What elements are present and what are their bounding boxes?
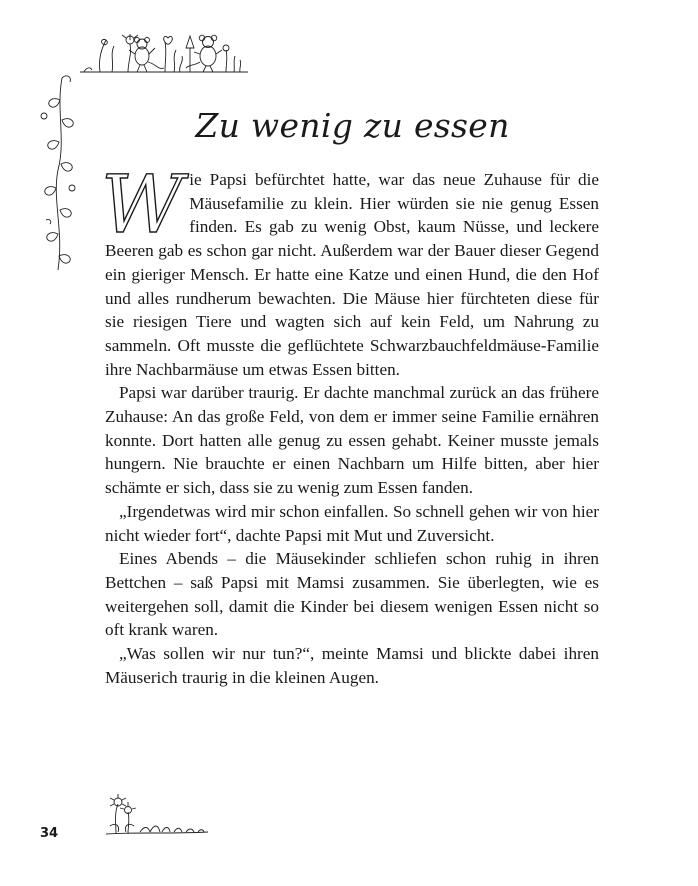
flower-sprig-illustration	[100, 790, 212, 840]
paragraph: „Irgendetwas wird mir schon einfallen. So schnell gehen wir von hier nicht wieder fort“, dachte Papsi mit Mut und Zuversicht.	[105, 501, 599, 545]
mice-flowers-illustration	[40, 18, 250, 78]
paragraph: Eines Abends – die Mäusekinder schliefen schon ruhig in ihren Bettchen – saß Papsi mit Mamsi zusammen. Sie überlegten, wie es weitergehen soll, damit die Kinder bei diesem wenigen Essen nicht so oft krank waren.	[105, 549, 599, 640]
vine-illustration	[36, 70, 80, 280]
drop-cap: W	[101, 158, 184, 251]
paragraph: „Was sollen wir nur tun?“, meinte Mamsi und blickte dabei ihren Mäuserich traurig in die kleinen Augen.	[105, 644, 599, 687]
chapter-text	[101, 158, 599, 689]
first-paragraph	[101, 158, 599, 381]
first-paragraph-text: ie Papsi befürchtet hatte, war das neue Zuhause für die Mäusefamilie zu klein. Hier würden sie nie genug Essen finden. Es gab zu wenig Obst, kaum Nüsse, und leckere Beeren gab es schon gar nicht. Außerdem war der Bauer dieser Gegend ein gieriger Mensch. Er hatte eine Katze und einen Hund, die den Hof und alles rundherum bewachten. Die Mäuse hier fürchteten diese für sie riesigen Tiere und wagten sich auf kein Feld, um Nahrung zu sammeln. Oft musste die geflüchtete Schwarzbauchfeldmäuse-Familie ihre Nachbarmäuse um etwas Essen bitten.	[105, 170, 599, 379]
chapter-title: Zu wenig zu essen	[195, 106, 510, 145]
page-number: 34	[40, 826, 59, 841]
paragraph: Papsi war darüber traurig. Er dachte manchmal zurück an das frühere Zuhause: An das große Feld, von dem er immer seine Familie ernähren konnte. Dort hatten alle genug zu essen gehabt. Keiner musste jemals hungern. Nie brauchte er einen Nachbarn um Hilfe bitten, aber hier schämte er sich, dass sie zu wenig zum Essen fanden.	[105, 383, 599, 498]
